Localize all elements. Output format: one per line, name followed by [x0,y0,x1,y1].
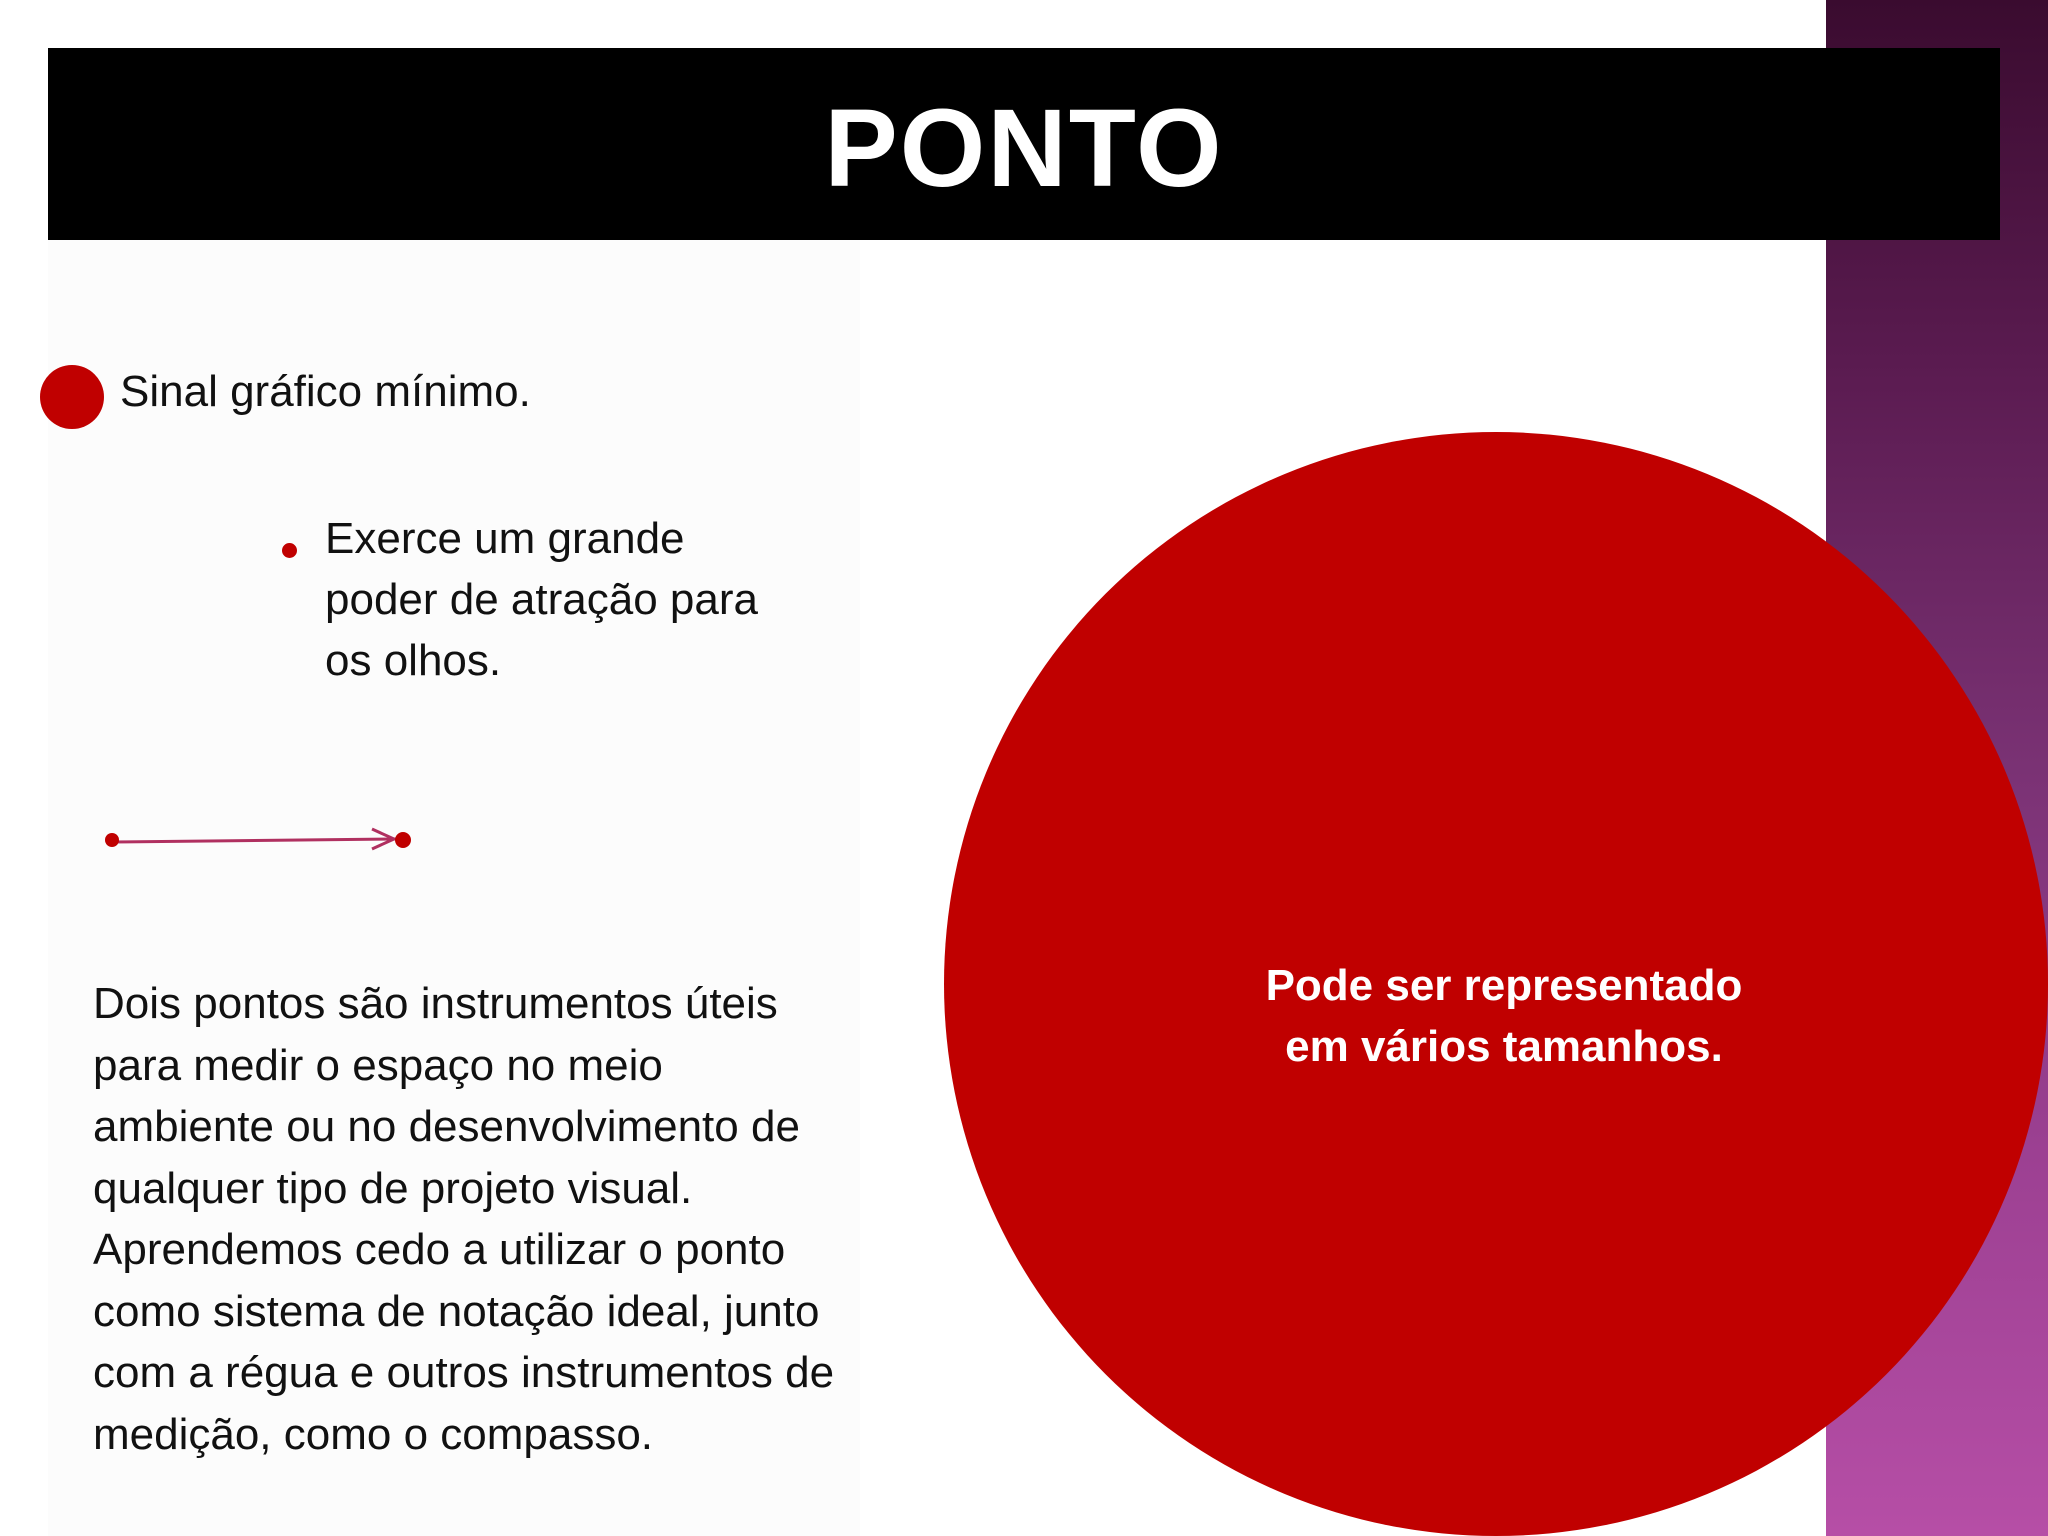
bullet-text-line: os olhos. [325,636,502,685]
paragraph-line: como sistema de notação ideal, junto [93,1286,820,1336]
paragraph-line: com a régua e outros instrumentos de [93,1348,835,1397]
paragraph-line: ambiente ou no desenvolvimento de [93,1102,800,1151]
paragraph-line: medição, como o compasso. [93,1409,654,1459]
circle-caption-line: em vários tamanhos. [1285,1022,1723,1071]
paragraph-line: para medir o espaço no meio [93,1040,663,1090]
paragraph-line: Aprendemos cedo a utilizar o ponto [93,1225,786,1274]
circle-caption [1200,955,1808,1077]
circle-caption-line: Pode ser representado [1265,961,1743,1010]
bullet-text-line: Exerce um grande [325,514,685,563]
paragraph-line: qualquer tipo de projeto visual. [93,1163,693,1213]
bullet-text-line: poder de atração para [325,575,758,624]
bullet-text-minimal-sign: Sinal gráfico mínimo. [120,367,531,416]
paragraph-line: Dois pontos são instrumentos úteis [93,979,778,1028]
slide-title: PONTO [824,87,1224,210]
